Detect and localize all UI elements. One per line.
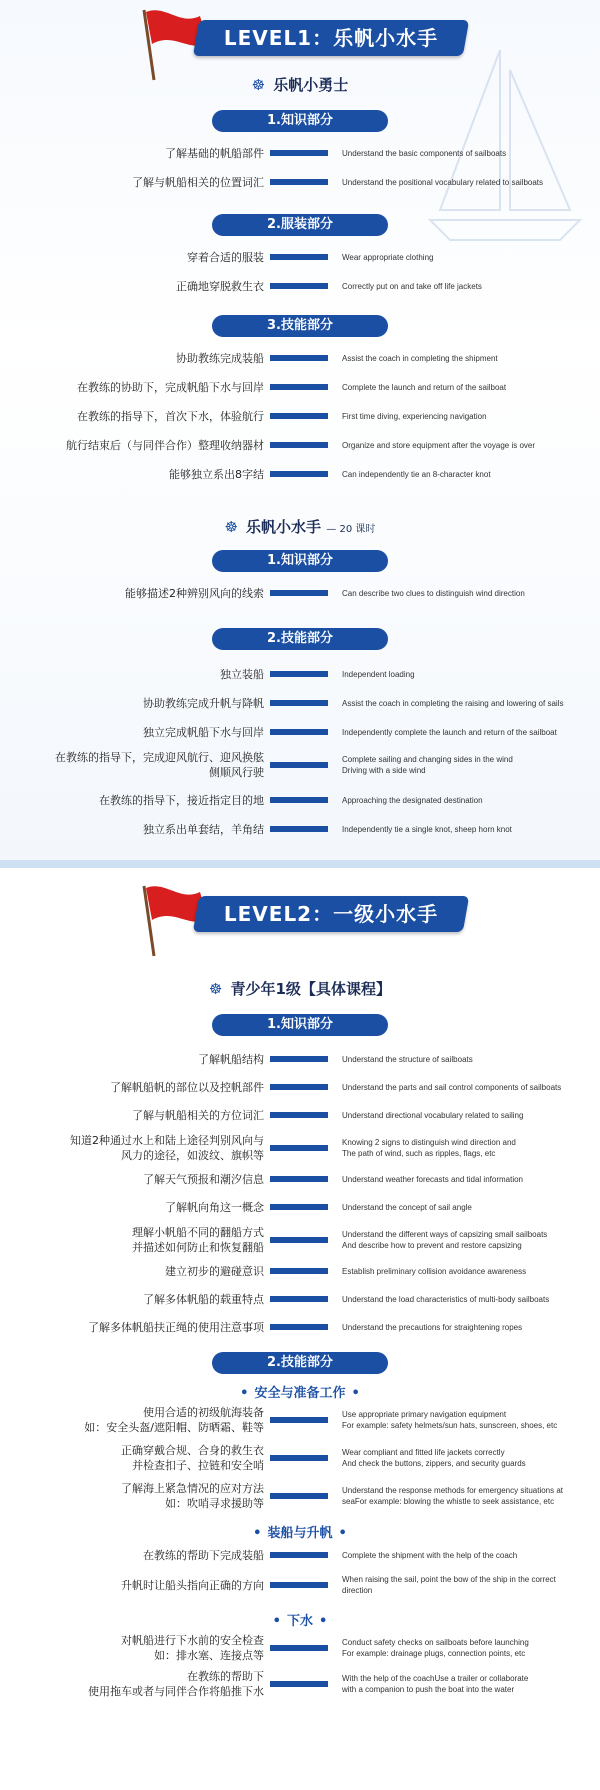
skill-en-text: [342, 1266, 594, 1277]
en-line: Complete the shipment with the help of the coach: [342, 1550, 518, 1560]
blue-bar: [270, 826, 328, 832]
skill-row: [0, 405, 600, 427]
section-pill: 1.知识部分: [212, 1014, 388, 1036]
cn-line: 了解天气预报和潮汐信息: [143, 1172, 264, 1186]
skill-row: [0, 663, 600, 685]
skill-cn-text: [4, 1481, 264, 1511]
en-line: Use appropriate primary navigation equipment: [342, 1410, 507, 1419]
en-line: Assist the coach in completing the raising and lowering of sails: [342, 698, 564, 708]
bullet-dot: •: [319, 1614, 328, 1629]
section-pill: 1.知识部分: [212, 110, 388, 132]
cn-line: 并描述如何防止和恢复翻船: [132, 1241, 264, 1254]
skill-en-text: [342, 1673, 594, 1695]
section-pill: 3.技能部分: [212, 315, 388, 337]
blue-bar: [270, 1056, 328, 1062]
en-line: With the help of the coachUse a trailer or collaborate: [342, 1674, 529, 1683]
cn-line: 在教练的指导下，接近指定目的地: [99, 793, 264, 807]
skill-row: [0, 1668, 600, 1700]
cn-line: 升帆时让船头指向正确的方向: [121, 1578, 264, 1592]
cn-line: 了解基础的帆船部件: [165, 146, 264, 160]
skill-en-text: [342, 1294, 594, 1305]
blue-bar: [270, 797, 328, 803]
cn-line: 在教练的协助下，完成帆船下水与回岸: [77, 380, 264, 394]
cn-line: 能够描述2种辨别风向的线索: [125, 586, 264, 600]
blue-bar: [270, 1681, 328, 1687]
skill-cn-text: [4, 409, 264, 424]
en-line: Independent loading: [342, 669, 415, 679]
skill-cn-text: [4, 467, 264, 482]
skill-cn-text: [4, 696, 264, 711]
subcategory-label: 装船与升帆: [267, 1526, 333, 1541]
skill-row: [0, 1572, 600, 1598]
skill-cn-text: [4, 351, 264, 366]
blue-bar: [270, 1552, 328, 1558]
blue-bar: [270, 1324, 328, 1330]
skill-en-text: [342, 1322, 594, 1333]
level1-title: LEVEL1：乐帆小水手: [223, 26, 439, 50]
cn-line: 并检查扣子、拉链和安全哨: [132, 1459, 264, 1472]
skill-en-text: [342, 1137, 594, 1159]
skill-cn-text: [4, 1172, 264, 1187]
en-line: Understand the positional vocabulary related to sailboats: [342, 177, 544, 187]
en-line: And describe how to prevent and restore capsizing: [342, 1241, 522, 1250]
bullet-dot: •: [253, 1526, 262, 1541]
skill-cn-text: [4, 793, 264, 808]
blue-bar: [270, 1237, 328, 1243]
section-pill: 2.技能部分: [212, 1352, 388, 1374]
cn-line: 侧顺风行驶: [209, 766, 264, 779]
cn-line: 了解帆船结构: [198, 1052, 264, 1066]
skill-en-text: [342, 1174, 594, 1185]
skill-en-text: [342, 411, 594, 422]
skill-cn-text: [4, 1292, 264, 1307]
skill-cn-text: [4, 1669, 264, 1699]
blue-bar: [270, 1145, 328, 1151]
skill-row: [0, 1544, 600, 1566]
blue-bar: [270, 179, 328, 185]
skill-row: [0, 463, 600, 485]
en-line: Wear appropriate clothing: [342, 252, 434, 262]
bullet-dot: •: [272, 1614, 281, 1629]
stage1-heading-text: 乐帆小勇士: [273, 76, 349, 94]
skill-en-text: [342, 727, 594, 738]
cn-line: 协助教练完成装船: [176, 351, 264, 365]
cn-line: 在教练的指导下，首次下水，体验航行: [77, 409, 264, 423]
blue-bar: [270, 700, 328, 706]
ship-wheel-icon: ☸: [209, 980, 223, 998]
cn-line: 了解帆向角这一概念: [165, 1200, 264, 1214]
en-line: Wear compliant and fitted life jackets correctly: [342, 1448, 505, 1457]
skill-row: [0, 275, 600, 297]
en-line: Conduct safety checks on sailboats before launching: [342, 1638, 529, 1647]
cn-line: 在教练的指导下，完成迎风航行、迎风换舷: [55, 751, 264, 764]
bullet-dot: •: [351, 1386, 360, 1401]
en-line: Understand the parts and sail control components of sailboats: [342, 1082, 562, 1092]
cn-line: 了解多体帆船扶正绳的使用注意事项: [88, 1320, 264, 1334]
skill-row: [0, 750, 600, 780]
skill-row: [0, 1288, 600, 1310]
section-pill: 2.技能部分: [212, 628, 388, 650]
skill-en-text: [342, 177, 594, 188]
en-line: Understand the response methods for emergency situations at: [342, 1486, 564, 1495]
skill-en-text: [342, 1637, 594, 1659]
skill-en-text: [342, 1447, 594, 1469]
skill-cn-text: [4, 1405, 264, 1435]
skill-row: [0, 1442, 600, 1474]
subcategory-label: 安全与准备工作: [254, 1386, 346, 1401]
cn-line: 在教练的帮助下: [187, 1670, 264, 1683]
cn-line: 独立完成帆船下水与回岸: [143, 725, 264, 739]
en-line: Understand the precautions for straightening ropes: [342, 1322, 523, 1332]
skill-en-text: [342, 469, 594, 480]
en-line: Understand the load characteristics of multi-body sailboats: [342, 1294, 550, 1304]
skill-en-text: [342, 1110, 594, 1121]
skill-cn-text: [4, 438, 264, 453]
en-line: Assist the coach in completing the shipment: [342, 353, 498, 363]
en-line: Independently complete the launch and return of the sailboat: [342, 727, 557, 737]
blue-bar: [270, 671, 328, 677]
blue-bar: [270, 384, 328, 390]
en-line: And check the buttons, zippers, and security guards: [342, 1459, 526, 1468]
skill-row: [0, 1048, 600, 1070]
en-line: First time diving, experiencing navigation: [342, 411, 487, 421]
blue-bar: [270, 1296, 328, 1302]
skill-cn-text: [4, 1200, 264, 1215]
level2-heading-text: 青少年1级【具体课程】: [230, 980, 391, 998]
cn-line: 如：吹哨寻求援助等: [165, 1497, 264, 1510]
cn-line: 了解海上紧急情况的应对方法: [121, 1482, 264, 1495]
skill-row: [0, 1632, 600, 1664]
skill-row: [0, 692, 600, 714]
cn-line: 了解帆船帆的部位以及控帆部件: [110, 1080, 264, 1094]
blue-bar: [270, 1268, 328, 1274]
skill-cn-text: [4, 1080, 264, 1095]
skill-row: [0, 142, 600, 164]
skill-row: [0, 1260, 600, 1282]
en-line: seaFor example: blowing the whistle to seek assistance, etc: [342, 1497, 555, 1506]
blue-bar: [270, 1645, 328, 1651]
skill-cn-text: [4, 750, 264, 780]
level2-heading: [0, 978, 600, 999]
en-line: Understand directional vocabulary related to sailing: [342, 1110, 524, 1120]
cn-line: 正确地穿脱救生衣: [176, 279, 264, 293]
skill-cn-text: [4, 250, 264, 265]
en-line: Can describe two clues to distinguish wind direction: [342, 588, 525, 598]
section-pill: 1.知识部分: [212, 550, 388, 572]
ship-wheel-icon: ☸: [251, 76, 266, 94]
skill-cn-text: [4, 1633, 264, 1663]
skill-cn-text: [4, 1548, 264, 1563]
cn-line: 知道2种通过水上和陆上途径判别风向与: [70, 1134, 264, 1147]
en-line: Independently tie a single knot, sheep horn knot: [342, 824, 512, 834]
skill-row: [0, 1224, 600, 1256]
skill-cn-text: [4, 1052, 264, 1067]
skill-en-text: [342, 824, 594, 835]
blue-bar: [270, 471, 328, 477]
blue-bar: [270, 1112, 328, 1118]
skill-en-text: [342, 1054, 594, 1065]
skill-en-text: [342, 1574, 594, 1596]
subcategory-heading: [0, 1610, 600, 1629]
skill-cn-text: [4, 279, 264, 294]
stage2-heading: [0, 516, 600, 537]
blue-bar: [270, 1084, 328, 1090]
stage2-hours-note: — 20 课时: [326, 524, 376, 535]
en-line: Knowing 2 signs to distinguish wind direction and: [342, 1138, 516, 1147]
skill-row: [0, 1168, 600, 1190]
skill-en-text: [342, 669, 594, 680]
cn-line: 如：安全头盔/遮阳帽、防晒霜、鞋等: [84, 1421, 264, 1434]
skill-row: [0, 789, 600, 811]
ship-wheel-icon: ☸: [224, 518, 239, 536]
level2-panel: [0, 868, 600, 1790]
skill-en-text: [342, 588, 594, 599]
stage1-heading: [0, 74, 600, 95]
skill-en-text: [342, 382, 594, 393]
skill-cn-text: [4, 175, 264, 190]
cn-line: 穿着合适的服装: [187, 250, 264, 264]
blue-bar: [270, 1493, 328, 1499]
skill-en-text: [342, 795, 594, 806]
blue-bar: [270, 1417, 328, 1423]
skill-en-text: [342, 1082, 594, 1093]
skill-row: [0, 721, 600, 743]
en-line: Driving with a side wind: [342, 766, 426, 775]
blue-bar: [270, 283, 328, 289]
en-line: When raising the sail, point the bow of the ship in the correct: [342, 1575, 556, 1584]
cn-line: 航行结束后（与同伴合作）整理收纳器材: [66, 438, 264, 452]
en-line: Understand the basic components of sailboats: [342, 148, 507, 158]
cn-line: 理解小帆船不同的翻船方式: [132, 1226, 264, 1239]
skill-row: [0, 1404, 600, 1436]
skill-en-text: [342, 1229, 594, 1251]
skill-row: [0, 246, 600, 268]
en-line: Understand weather forecasts and tidal information: [342, 1174, 523, 1184]
cn-line: 对帆船进行下水前的安全检查: [121, 1634, 264, 1647]
level1-panel: [0, 0, 600, 860]
skill-row: [0, 347, 600, 369]
en-line: The path of wind, such as ripples, flags, etc: [342, 1149, 496, 1158]
skill-cn-text: [4, 725, 264, 740]
skill-en-text: [342, 1550, 594, 1561]
skill-cn-text: [4, 1578, 264, 1593]
cn-line: 独立系出单套结，羊角结: [143, 822, 264, 836]
skill-cn-text: [4, 586, 264, 601]
skill-row: [0, 1132, 600, 1164]
cn-line: 了解多体帆船的载重特点: [143, 1292, 264, 1306]
skill-row: [0, 434, 600, 456]
cn-line: 正确穿戴合规、合身的救生衣: [121, 1444, 264, 1457]
blue-bar: [270, 355, 328, 361]
cn-line: 能够独立系出8字结: [169, 467, 264, 481]
blue-bar: [270, 762, 328, 768]
cn-line: 使用拖车或者与同伴合作将船推下水: [88, 1685, 264, 1698]
en-line: For example: drainage plugs, connection points, etc: [342, 1649, 526, 1658]
blue-bar: [270, 590, 328, 596]
skill-cn-text: [4, 1443, 264, 1473]
skill-row: [0, 818, 600, 840]
en-line: Correctly put on and take off life jackets: [342, 281, 482, 291]
en-line: Can independently tie an 8-character knot: [342, 469, 491, 479]
en-line: Complete sailing and changing sides in the wind: [342, 755, 513, 764]
skill-en-text: [342, 148, 594, 159]
skill-cn-text: [4, 1225, 264, 1255]
skill-en-text: [342, 440, 594, 451]
cn-line: 如：排水塞、连接点等: [154, 1649, 264, 1662]
skill-row: [0, 1196, 600, 1218]
skill-cn-text: [4, 146, 264, 161]
skill-en-text: [342, 754, 594, 776]
cn-line: 独立装船: [220, 667, 264, 681]
skill-en-text: [342, 1202, 594, 1213]
bullet-dot: •: [240, 1386, 249, 1401]
skill-en-text: [342, 252, 594, 263]
level2-title: LEVEL2：一级小水手: [223, 902, 439, 926]
skill-row: [0, 1480, 600, 1512]
skill-row: [0, 376, 600, 398]
cn-line: 使用合适的初级航海装备: [143, 1406, 264, 1419]
skill-cn-text: [4, 667, 264, 682]
skill-en-text: [342, 698, 594, 709]
subcategory-heading: [0, 1382, 600, 1401]
cn-line: 建立初步的避碰意识: [165, 1264, 264, 1278]
skill-row: [0, 171, 600, 193]
skill-cn-text: [4, 822, 264, 837]
blue-bar: [270, 254, 328, 260]
en-line: Organize and store equipment after the voyage is over: [342, 440, 535, 450]
cn-line: 协助教练完成升帆与降帆: [143, 696, 264, 710]
en-line: Establish preliminary collision avoidance awareness: [342, 1266, 527, 1276]
stage2-heading-text: 乐帆小水手: [246, 518, 322, 536]
section-pill: 2.服装部分: [212, 214, 388, 236]
skill-row: [0, 1076, 600, 1098]
blue-bar: [270, 1176, 328, 1182]
cn-line: 了解与帆船相关的方位词汇: [132, 1108, 264, 1122]
bullet-dot: •: [338, 1526, 347, 1541]
blue-bar: [270, 729, 328, 735]
subcategory-label: 下水: [286, 1614, 313, 1629]
skill-cn-text: [4, 1108, 264, 1123]
blue-bar: [270, 1455, 328, 1461]
en-line: direction: [342, 1586, 373, 1595]
blue-bar: [270, 1582, 328, 1588]
skill-cn-text: [4, 1320, 264, 1335]
cn-line: 在教练的帮助下完成装船: [143, 1548, 264, 1562]
skill-en-text: [342, 1485, 594, 1507]
cn-line: 风力的途径，如波纹、旗帜等: [121, 1149, 264, 1162]
skill-en-text: [342, 281, 594, 292]
en-line: Complete the launch and return of the sailboat: [342, 382, 507, 392]
en-line: Understand the concept of sail angle: [342, 1202, 472, 1212]
skill-row: [0, 582, 600, 604]
skill-cn-text: [4, 380, 264, 395]
blue-bar: [270, 413, 328, 419]
skill-en-text: [342, 1409, 594, 1431]
en-line: Understand the structure of sailboats: [342, 1054, 473, 1064]
skill-en-text: [342, 353, 594, 364]
en-line: Approaching the designated destination: [342, 795, 483, 805]
subcategory-heading: [0, 1522, 600, 1541]
blue-bar: [270, 1204, 328, 1210]
skill-row: [0, 1316, 600, 1338]
skill-cn-text: [4, 1133, 264, 1163]
blue-bar: [270, 442, 328, 448]
en-line: Understand the different ways of capsizing small sailboats: [342, 1230, 548, 1239]
blue-bar: [270, 150, 328, 156]
en-line: with a companion to push the boat into the water: [342, 1685, 515, 1694]
skill-row: [0, 1104, 600, 1126]
skill-cn-text: [4, 1264, 264, 1279]
en-line: For example: safety helmets/sun hats, sunscreen, shoes, etc: [342, 1421, 558, 1430]
cn-line: 了解与帆船相关的位置词汇: [132, 175, 264, 189]
panel-divider: [0, 860, 600, 868]
